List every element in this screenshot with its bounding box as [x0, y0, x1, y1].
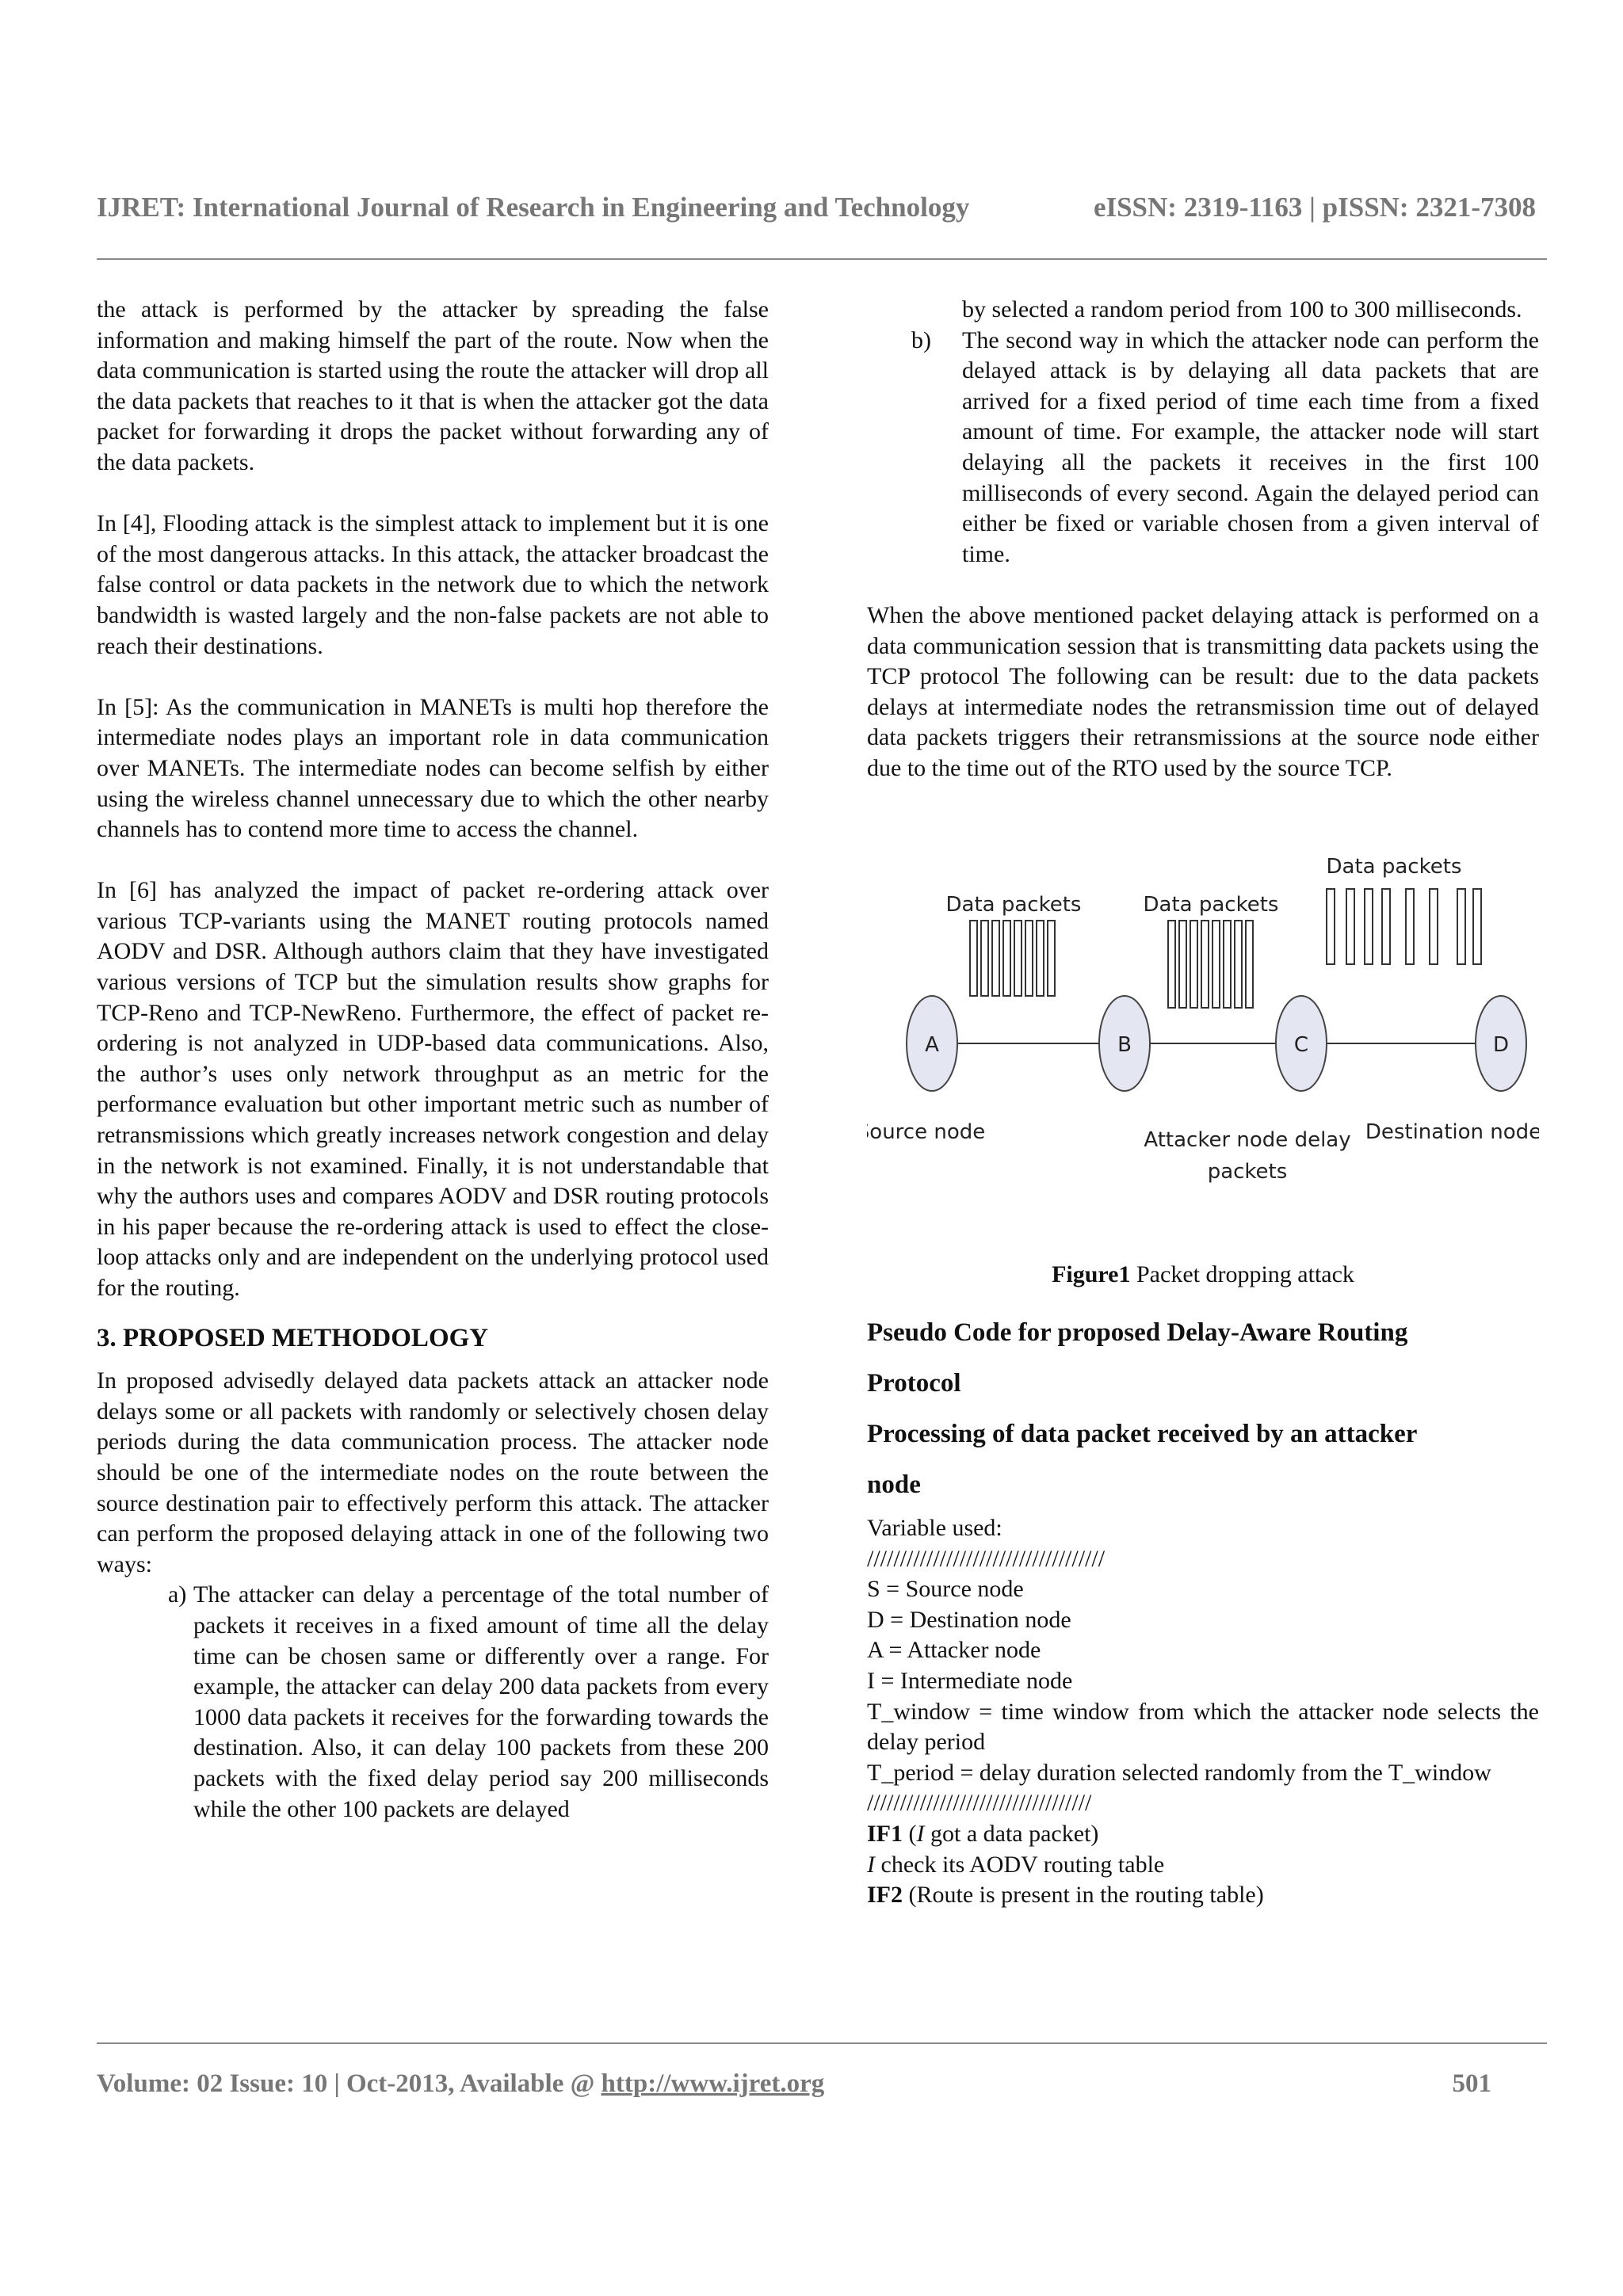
- pc-tperiod-def: T_period = delay duration selected randomly from the T_window: [867, 1759, 1491, 1786]
- list-body-a: The attacker can delay a percentage of the total number of packets it receives in a fixed amount of time all the delay time can be chosen same or differently over a range. For example, the attacker can delay 200 data packets from every 1000 data packets it receives for the forwarding towards the destination. Also, it can delay 100 packets from these 200 packets with the fixed delay period say 200 milliseconds while the other 100 packets are delayed: [193, 1581, 769, 1822]
- left-paragraph-5: In proposed advisedly delayed data packets attack an attacker node delays some or all packets with randomly or selectively chosen delay periods during the data communication process. The attacker node should be one of the intermediate nodes on the route between the source destination pair to effectively perform this attack. The attacker can perform the proposed delaying attack in one of the following two ways:: [97, 1367, 769, 1577]
- page-number: 501: [1452, 2069, 1491, 2098]
- pc-separator-1: ////////////////////////////////////: [867, 1545, 1106, 1572]
- label-attacker-node-2: packets: [1207, 1159, 1288, 1184]
- footer-link[interactable]: http://www.ijret.org: [601, 2069, 825, 2098]
- label-source-node: Source node: [867, 1119, 986, 1144]
- list-marker-a: a): [168, 1581, 187, 1608]
- list-marker-b: b): [911, 326, 931, 353]
- label-destination-node: Destination node: [1365, 1119, 1539, 1144]
- page-footer: [97, 2069, 1491, 2099]
- packet-group-2: [1168, 921, 1253, 1008]
- pc-destination-def: D = Destination node: [867, 1606, 1071, 1633]
- pc-intermediate-def: I = Intermediate node: [867, 1668, 1073, 1695]
- node-a: [907, 996, 957, 1091]
- pc-attacker-def: A = Attacker node: [867, 1637, 1041, 1664]
- left-paragraph-4: In [6] has analyzed the impact of packet re-ordering attack over various TCP-variants using the MANET routing protocols named AODV and DSR. Although authors claim that they have investigated various versions of TCP but the simulation results show graphs for TCP-Reno and TCP-NewReno. Furthermore, the effect of packet re-ordering is not analyzed in UDP-based data communications. Also, the author’s uses only network throughput as an metric for the performance evaluation but other important metric such as number of retransmissions which greatly increases network congestion and delay in the network is not examined. Finally, it is not understandable that why the authors uses and compares AODV and DSR routing protocols in his paper because the re-ordering attack is used to effect the close-loop attacks only and are independent on the underlying protocol used for the routing.: [97, 877, 769, 1301]
- pc-if2: IF2 (Route is present in the routing table): [867, 1882, 1264, 1909]
- issn: eISSN: 2319-1163 | pISSN: 2321-7308: [1093, 192, 1536, 223]
- section-heading: 3. PROPOSED METHODOLOGY: [97, 1323, 489, 1352]
- pc-twindow-def: T_window = time window from which the attacker node selects the delay period: [867, 1698, 1539, 1756]
- figure-packet-dropping: [867, 810, 1539, 1253]
- svg-text:D: D: [1492, 1032, 1510, 1057]
- node-b: [1099, 996, 1150, 1091]
- list-body-a-continued: by selected a random period from 100 to 300 milliseconds.: [962, 296, 1522, 322]
- left-column: [97, 295, 769, 1825]
- label-attacker-node-1: Attacker node delay: [1144, 1127, 1351, 1152]
- pseudo-code-heading-3: Processing of data packet received by an attacker: [867, 1420, 1418, 1449]
- header-rule: [97, 258, 1547, 260]
- pc-separator-2: //////////////////////////////////: [867, 1790, 1092, 1817]
- caption-label: Figure1: [1052, 1261, 1131, 1287]
- label-data-packets-1: Data packets: [945, 892, 1082, 917]
- svg-text:B: B: [1117, 1032, 1132, 1057]
- pseudo-code-heading-4: node: [867, 1470, 921, 1500]
- list-item-a: [97, 1580, 769, 1825]
- pc-variables-label: Variable used:: [867, 1515, 1002, 1542]
- pc-check-table: I check its AODV routing table: [867, 1851, 1165, 1878]
- journal-title: IJRET: International Journal of Research in Engineering and Technology: [97, 192, 970, 223]
- svg-text:A: A: [925, 1032, 939, 1057]
- left-paragraph-3: In [5]: As the communication in MANETs is multi hop therefore the intermediate nodes plays an important role in data communication over MANETs. The intermediate nodes can become selfish by either using the wireless channel unnecessary due to which the other nearby channels has to contend more time to access the channel.: [97, 693, 769, 843]
- footer-rule: [97, 2042, 1547, 2044]
- label-data-packets-3: Data packets: [1326, 854, 1462, 879]
- svg-text:C: C: [1293, 1032, 1309, 1057]
- network-diagram: [867, 810, 1539, 1253]
- pseudo-code-heading-2: Protocol: [867, 1369, 961, 1398]
- label-data-packets-2: Data packets: [1143, 892, 1279, 917]
- pc-source-def: S = Source node: [867, 1576, 1024, 1603]
- footer-volume: Volume: 02 Issue: 10 | Oct-2013, Available @ http://www.ijret.org: [97, 2069, 825, 2098]
- node-d: [1476, 996, 1526, 1091]
- right-column: [867, 295, 1539, 1911]
- list-item-b: [867, 326, 1539, 570]
- pc-if1: IF1 (I got a data packet): [867, 1821, 1099, 1848]
- node-c: [1276, 996, 1327, 1091]
- right-paragraph-1: When the above mentioned packet delaying attack is performed on a data communication session that is transmitting data packets using the TCP protocol The following can be result: due to the data packets delays at intermediate nodes the retransmission time out of delayed data packets triggers their retransmissions at the source node either due to the time out of the RTO used by the source TCP.: [867, 601, 1539, 781]
- figure-caption: [867, 1260, 1539, 1291]
- caption-text: Packet dropping attack: [1130, 1261, 1354, 1287]
- page-header: [97, 192, 1536, 223]
- pseudo-code-heading-1: Pseudo Code for proposed Delay-Aware Routing: [867, 1318, 1408, 1348]
- packet-group-3: [1327, 889, 1481, 964]
- left-paragraph-1: the attack is performed by the attacker by spreading the false information and making himself the part of the route. Now when the data communication is started using the route the attacker will drop all the data packets that reaches to it that is when the attacker got the data packet for forwarding it drops the packet without forwarding any of the data packets.: [97, 296, 769, 475]
- packet-group-1: [970, 921, 1055, 996]
- list-body-b: The second way in which the attacker node can perform the delayed attack is by delaying all data packets that are arrived for a fixed period of time each time from a fixed amount of time. For example, the attacker node will start delaying all the packets it receives in the first 100 milliseconds of every second. Again the delayed period can either be fixed or variable chosen from a given interval of time.: [962, 326, 1539, 567]
- left-paragraph-2: In [4], Flooding attack is the simplest attack to implement but it is one of the most dangerous attacks. In this attack, the attacker broadcast the false control or data packets in the network due to which the network bandwidth is wasted largely and the non-false packets are not able to reach their destinations.: [97, 510, 769, 659]
